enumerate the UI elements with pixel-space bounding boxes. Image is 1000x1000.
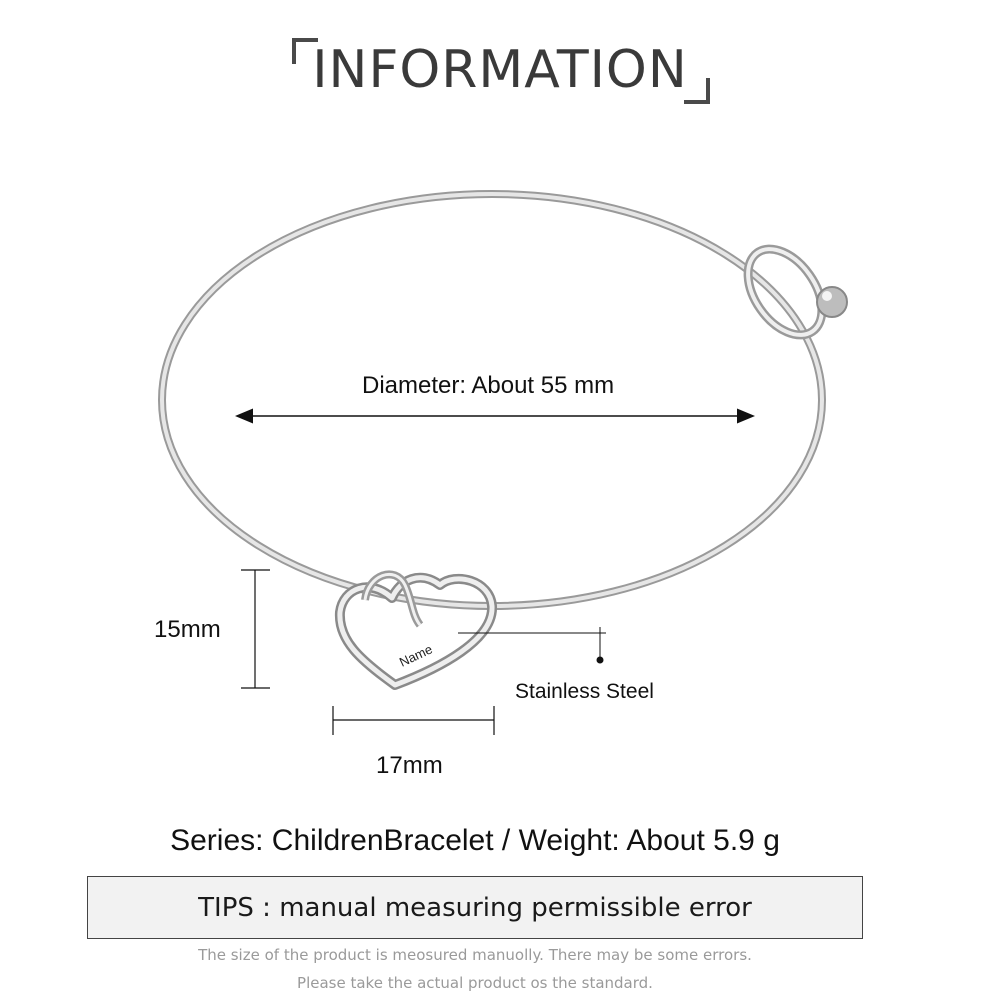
tips-text: TIPS : manual measuring permissible error bbox=[198, 892, 752, 923]
page-title: INFORMATION bbox=[312, 40, 688, 100]
series-weight-line: Series: ChildrenBracelet / Weight: About 5.9 g bbox=[170, 824, 780, 857]
heart-pendant-icon bbox=[340, 574, 492, 685]
diameter-label: Diameter: About 55 mm bbox=[362, 372, 615, 399]
width-dimension bbox=[333, 706, 494, 735]
pendant-engraving: Name bbox=[396, 641, 435, 670]
clasp-icon bbox=[733, 235, 847, 348]
bangle-wire bbox=[162, 194, 822, 606]
height-dimension bbox=[241, 570, 270, 688]
material-label: Stainless Steel bbox=[515, 680, 654, 703]
height-label: 15mm bbox=[154, 616, 221, 643]
width-label: 17mm bbox=[376, 752, 443, 779]
note-line-2: Please take the actual product os the standard. bbox=[297, 974, 653, 992]
note-line-1: The size of the product is meosured manuolly. There may be some errors. bbox=[198, 946, 752, 964]
tips-box bbox=[87, 876, 863, 939]
